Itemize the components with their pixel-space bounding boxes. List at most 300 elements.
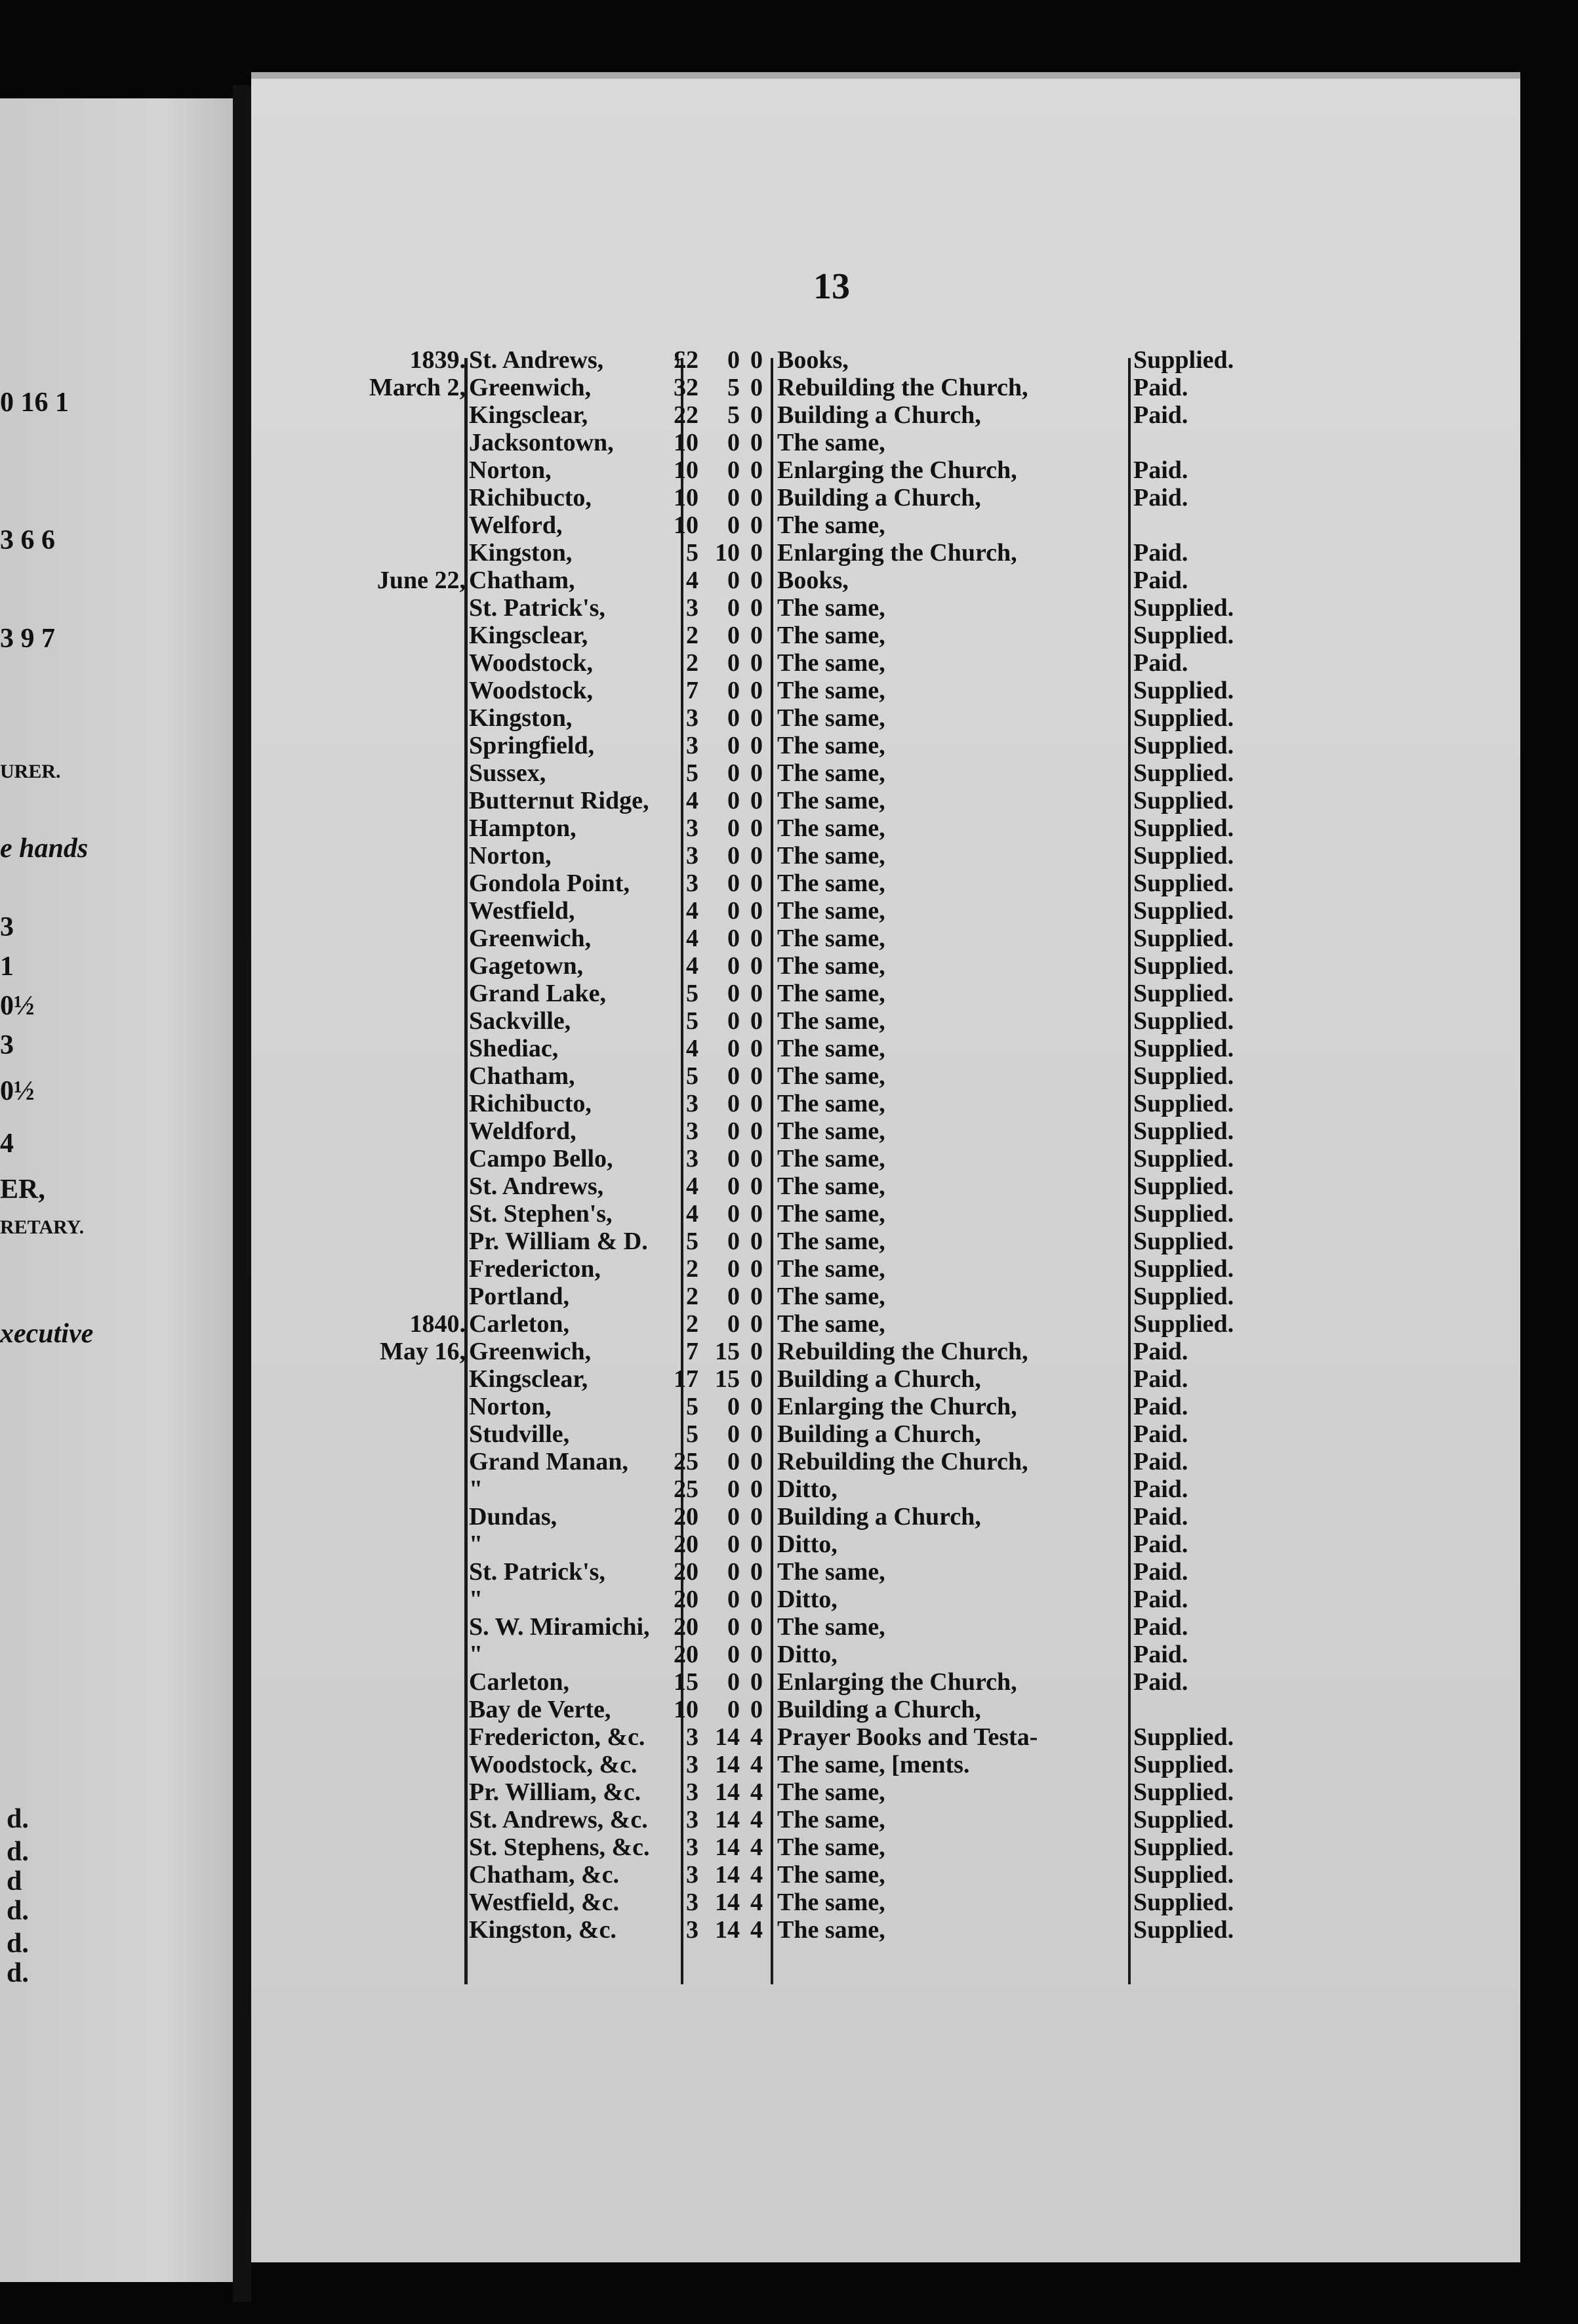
ledger-row bbox=[341, 429, 1292, 456]
ledger-pounds: 3 bbox=[686, 1117, 698, 1145]
ledger-pounds: 3 bbox=[686, 704, 698, 732]
ledger-purpose: The same, bbox=[777, 980, 885, 1007]
ledger-shillings: 15 bbox=[715, 1338, 740, 1365]
ledger-row bbox=[341, 1806, 1292, 1833]
ledger-shillings: 0 bbox=[727, 759, 740, 787]
ledger-shillings: 0 bbox=[727, 1503, 740, 1531]
margin-fragment: 3 9 7 bbox=[0, 624, 55, 654]
ledger-pounds: 10 bbox=[674, 456, 698, 484]
ledger-pounds: 5 bbox=[686, 539, 698, 567]
ledger-row bbox=[341, 980, 1292, 1007]
ledger-pence: 0 bbox=[750, 594, 763, 622]
ledger-purpose: The same, bbox=[777, 1255, 885, 1283]
ledger-status: Supplied. bbox=[1133, 1778, 1234, 1806]
ledger-place: St. Andrews, bbox=[469, 1172, 604, 1200]
ledger-status: Paid. bbox=[1133, 1365, 1188, 1393]
ledger-place: Gondola Point, bbox=[469, 870, 630, 897]
ledger-purpose: The same, bbox=[777, 1117, 885, 1145]
ledger-pounds: 3 bbox=[686, 1861, 698, 1889]
page-number: 13 bbox=[813, 266, 850, 307]
ledger-purpose: The same, bbox=[777, 1062, 885, 1090]
ledger-pounds: 20 bbox=[674, 1531, 698, 1558]
ledger-row bbox=[341, 401, 1292, 429]
ledger-pounds: 17 bbox=[674, 1365, 698, 1393]
ledger-row bbox=[341, 1448, 1292, 1475]
ledger-place: Shediac, bbox=[469, 1035, 559, 1062]
ledger-place: " bbox=[469, 1586, 483, 1613]
ledger-pence: 4 bbox=[750, 1833, 763, 1861]
ledger-status: Paid. bbox=[1133, 649, 1188, 677]
ledger-shillings: 0 bbox=[727, 980, 740, 1007]
ledger-shillings: 0 bbox=[727, 870, 740, 897]
ledger-pence: 0 bbox=[750, 842, 763, 870]
ledger-purpose: The same, [ments. bbox=[777, 1751, 970, 1778]
ledger-pounds: 5 bbox=[686, 1228, 698, 1255]
ledger-pounds: 2 bbox=[686, 1310, 698, 1338]
ledger-status: Supplied. bbox=[1133, 1889, 1234, 1916]
ledger-pence: 0 bbox=[750, 1365, 763, 1393]
ledger-place: Westfield, &c. bbox=[469, 1889, 620, 1916]
ledger-row bbox=[341, 1833, 1292, 1861]
ledger-status: Paid. bbox=[1133, 539, 1188, 567]
ledger-status: Paid. bbox=[1133, 1338, 1188, 1365]
ledger-pounds: 10 bbox=[674, 511, 698, 539]
ledger-status: Supplied. bbox=[1133, 1916, 1234, 1944]
ledger-shillings: 14 bbox=[715, 1723, 740, 1751]
ledger-pence: 0 bbox=[750, 1668, 763, 1696]
ledger-date: 1839. bbox=[409, 346, 466, 374]
ledger-shillings: 0 bbox=[727, 925, 740, 952]
ledger-place: Kingston, &c. bbox=[469, 1916, 617, 1944]
margin-fragment: 0 16 1 bbox=[0, 388, 69, 418]
ledger-purpose: Prayer Books and Testa- bbox=[777, 1723, 1038, 1751]
ledger-purpose: The same, bbox=[777, 1007, 885, 1035]
ledger-purpose: Ditto, bbox=[777, 1475, 838, 1503]
ledger-place: " bbox=[469, 1475, 483, 1503]
ledger-place: Pr. William, &c. bbox=[469, 1778, 641, 1806]
ledger-place: Greenwich, bbox=[469, 925, 592, 952]
ledger-pounds: 2 bbox=[686, 622, 698, 649]
ledger-purpose: The same, bbox=[777, 842, 885, 870]
ledger-pounds: 20 bbox=[674, 1503, 698, 1531]
ledger-pounds: 7 bbox=[686, 677, 698, 704]
ledger-pence: 0 bbox=[750, 401, 763, 429]
ledger-pounds: 32 bbox=[674, 374, 698, 401]
ledger-place: Jacksontown, bbox=[469, 429, 614, 456]
ledger-row bbox=[341, 594, 1292, 622]
ledger-purpose: The same, bbox=[777, 1200, 885, 1228]
ledger-shillings: 14 bbox=[715, 1751, 740, 1778]
ledger-shillings: 0 bbox=[727, 1448, 740, 1475]
ledger-pence: 0 bbox=[750, 1448, 763, 1475]
ledger-place: Woodstock, &c. bbox=[469, 1751, 637, 1778]
ledger-place: Fredericton, bbox=[469, 1255, 601, 1283]
ledger-place: Bay de Verte, bbox=[469, 1696, 611, 1723]
ledger-pounds: 4 bbox=[686, 1200, 698, 1228]
ledger-shillings: 0 bbox=[727, 732, 740, 759]
ledger-row bbox=[341, 1310, 1292, 1338]
ledger-purpose: The same, bbox=[777, 787, 885, 814]
ledger-pence: 0 bbox=[750, 677, 763, 704]
ledger-pence: 0 bbox=[750, 1393, 763, 1420]
ledger-pounds: 3 bbox=[686, 842, 698, 870]
margin-fragment: d. bbox=[7, 1804, 29, 1834]
ledger-pounds: 4 bbox=[686, 952, 698, 980]
margin-fragment: d. bbox=[7, 1929, 29, 1959]
ledger-pence: 0 bbox=[750, 511, 763, 539]
ledger-status: Paid. bbox=[1133, 1641, 1188, 1668]
ledger-status: Paid. bbox=[1133, 567, 1188, 594]
ledger-shillings: 0 bbox=[727, 1613, 740, 1641]
ledger-status: Supplied. bbox=[1133, 622, 1234, 649]
margin-fragment: d. bbox=[7, 1958, 29, 1988]
ledger-purpose: Enlarging the Church, bbox=[777, 1393, 1017, 1420]
margin-fragment: d. bbox=[7, 1837, 29, 1867]
ledger-pounds: 3 bbox=[686, 814, 698, 842]
ledger-place: S. W. Miramichi, bbox=[469, 1613, 650, 1641]
ledger-row bbox=[341, 1393, 1292, 1420]
ledger-pounds: 4 bbox=[686, 1172, 698, 1200]
ledger-place: Westfield, bbox=[469, 897, 575, 925]
ledger-shillings: 0 bbox=[727, 484, 740, 511]
ledger-purpose: Building a Church, bbox=[777, 1420, 981, 1448]
ledger-status: Supplied. bbox=[1133, 1283, 1234, 1310]
ledger-pence: 0 bbox=[750, 429, 763, 456]
ledger-purpose: The same, bbox=[777, 594, 885, 622]
ledger-purpose: Enlarging the Church, bbox=[777, 1668, 1017, 1696]
ledger-row bbox=[341, 1916, 1292, 1944]
ledger-place: Gagetown, bbox=[469, 952, 584, 980]
ledger-pence: 0 bbox=[750, 1613, 763, 1641]
ledger-place: Chatham, &c. bbox=[469, 1861, 620, 1889]
ledger-pence: 0 bbox=[750, 1641, 763, 1668]
ledger-shillings: 0 bbox=[727, 1586, 740, 1613]
ledger-pounds: 3 bbox=[686, 1090, 698, 1117]
ledger-place: Dundas, bbox=[469, 1503, 557, 1531]
ledger-row bbox=[341, 1283, 1292, 1310]
margin-fragment: 3 6 6 bbox=[0, 525, 55, 555]
ledger-row bbox=[341, 1696, 1292, 1723]
ledger-place: St. Stephen's, bbox=[469, 1200, 613, 1228]
ledger-shillings: 0 bbox=[727, 1007, 740, 1035]
ledger-row bbox=[341, 1613, 1292, 1641]
ledger-place: Richibucto, bbox=[469, 1090, 592, 1117]
ledger-place: Chatham, bbox=[469, 567, 575, 594]
margin-fragment: e hands bbox=[0, 833, 89, 864]
ledger-row bbox=[341, 1475, 1292, 1503]
ledger-pounds: 3 bbox=[686, 1806, 698, 1833]
ledger-status: Supplied. bbox=[1133, 1062, 1234, 1090]
ledger-row bbox=[341, 567, 1292, 594]
margin-fragment: 3 bbox=[0, 1030, 14, 1060]
ledger-shillings: 0 bbox=[727, 677, 740, 704]
ledger-pounds: 5 bbox=[686, 1062, 698, 1090]
ledger-place: Butternut Ridge, bbox=[469, 787, 649, 814]
ledger-row bbox=[341, 1503, 1292, 1531]
ledger-pounds: 5 bbox=[686, 980, 698, 1007]
ledger-status: Supplied. bbox=[1133, 1117, 1234, 1145]
margin-fragment: URER. bbox=[0, 761, 61, 782]
ledger-place: St. Patrick's, bbox=[469, 594, 605, 622]
ledger-row bbox=[341, 1145, 1292, 1172]
ledger-pounds: 4 bbox=[686, 1035, 698, 1062]
ledger-place: " bbox=[469, 1531, 483, 1558]
ledger-status: Supplied. bbox=[1133, 1200, 1234, 1228]
ledger-status: Supplied. bbox=[1133, 1806, 1234, 1833]
ledger-row bbox=[341, 1641, 1292, 1668]
ledger-pounds: 3 bbox=[686, 594, 698, 622]
ledger-pence: 0 bbox=[750, 1035, 763, 1062]
ledger-pounds: 5 bbox=[686, 759, 698, 787]
ledger-row bbox=[341, 842, 1292, 870]
ledger-pounds: 20 bbox=[674, 1586, 698, 1613]
ledger-purpose: The same, bbox=[777, 1806, 885, 1833]
ledger-purpose: Books, bbox=[777, 346, 849, 374]
ledger-shillings: 0 bbox=[727, 1668, 740, 1696]
ledger-shillings: 0 bbox=[727, 567, 740, 594]
ledger-place: Fredericton, &c. bbox=[469, 1723, 645, 1751]
ledger-date: 1840. bbox=[409, 1310, 466, 1338]
ledger-pence: 0 bbox=[750, 1172, 763, 1200]
ledger-pence: 0 bbox=[750, 567, 763, 594]
grants-ledger bbox=[341, 346, 1292, 1944]
ledger-pounds: 3 bbox=[686, 1889, 698, 1916]
ledger-shillings: 14 bbox=[715, 1889, 740, 1916]
ledger-status: Supplied. bbox=[1133, 1228, 1234, 1255]
ledger-purpose: The same, bbox=[777, 897, 885, 925]
ledger-row bbox=[341, 1751, 1292, 1778]
ledger-pence: 0 bbox=[750, 1531, 763, 1558]
ledger-shillings: 14 bbox=[715, 1806, 740, 1833]
ledger-purpose: Building a Church, bbox=[777, 1503, 981, 1531]
ledger-purpose: Ditto, bbox=[777, 1531, 838, 1558]
ledger-shillings: 0 bbox=[727, 1117, 740, 1145]
ledger-place: Studville, bbox=[469, 1420, 570, 1448]
ledger-pence: 0 bbox=[750, 1007, 763, 1035]
ledger-row bbox=[341, 1117, 1292, 1145]
ledger-purpose: Ditto, bbox=[777, 1586, 838, 1613]
ledger-status: Supplied. bbox=[1133, 1861, 1234, 1889]
ledger-pence: 0 bbox=[750, 374, 763, 401]
ledger-pounds: 10 bbox=[674, 429, 698, 456]
ledger-shillings: 0 bbox=[727, 1172, 740, 1200]
ledger-pence: 0 bbox=[750, 759, 763, 787]
margin-fragment: 4 bbox=[0, 1129, 14, 1159]
ledger-pounds: 3 bbox=[686, 870, 698, 897]
ledger-pence: 0 bbox=[750, 1090, 763, 1117]
ledger-place: Kingsclear, bbox=[469, 401, 588, 429]
ledger-row bbox=[341, 1889, 1292, 1916]
ledger-place: " bbox=[469, 1641, 483, 1668]
ledger-purpose: The same, bbox=[777, 1228, 885, 1255]
ledger-purpose: Building a Church, bbox=[777, 1696, 981, 1723]
ledger-purpose: The same, bbox=[777, 511, 885, 539]
ledger-row bbox=[341, 1420, 1292, 1448]
ledger-date: May 16, bbox=[380, 1338, 466, 1365]
ledger-pence: 0 bbox=[750, 456, 763, 484]
ledger-purpose: Rebuilding the Church, bbox=[777, 1448, 1028, 1475]
ledger-row bbox=[341, 787, 1292, 814]
ledger-status: Supplied. bbox=[1133, 925, 1234, 952]
ledger-status: Paid. bbox=[1133, 1448, 1188, 1475]
ledger-shillings: 0 bbox=[727, 1310, 740, 1338]
ledger-status: Paid. bbox=[1133, 1613, 1188, 1641]
ledger-pence: 0 bbox=[750, 704, 763, 732]
ledger-pence: 0 bbox=[750, 1062, 763, 1090]
ledger-place: Woodstock, bbox=[469, 677, 593, 704]
ledger-status: Supplied. bbox=[1133, 1833, 1234, 1861]
ledger-row bbox=[341, 1723, 1292, 1751]
ledger-status: Paid. bbox=[1133, 374, 1188, 401]
ledger-place: Sussex, bbox=[469, 759, 546, 787]
ledger-pounds: 25 bbox=[674, 1448, 698, 1475]
ledger-shillings: 0 bbox=[727, 1475, 740, 1503]
ledger-pence: 0 bbox=[750, 649, 763, 677]
ledger-shillings: 0 bbox=[727, 1393, 740, 1420]
ledger-shillings: 0 bbox=[727, 1531, 740, 1558]
ledger-row bbox=[341, 511, 1292, 539]
ledger-purpose: The same, bbox=[777, 1778, 885, 1806]
ledger-row bbox=[341, 649, 1292, 677]
ledger-purpose: The same, bbox=[777, 1861, 885, 1889]
ledger-row bbox=[341, 814, 1292, 842]
ledger-pence: 0 bbox=[750, 814, 763, 842]
ledger-purpose: The same, bbox=[777, 677, 885, 704]
ledger-pence: 0 bbox=[750, 1283, 763, 1310]
ledger-row bbox=[341, 1861, 1292, 1889]
ledger-shillings: 5 bbox=[727, 401, 740, 429]
ledger-place: St. Andrews, bbox=[469, 346, 604, 374]
ledger-purpose: Enlarging the Church, bbox=[777, 456, 1017, 484]
ledger-place: Grand Lake, bbox=[469, 980, 607, 1007]
ledger-purpose: The same, bbox=[777, 622, 885, 649]
ledger-pounds: 10 bbox=[674, 484, 698, 511]
ledger-row bbox=[341, 1668, 1292, 1696]
ledger-pence: 0 bbox=[750, 870, 763, 897]
ledger-pounds: 2 bbox=[686, 1283, 698, 1310]
ledger-place: Kingston, bbox=[469, 539, 573, 567]
ledger-shillings: 0 bbox=[727, 622, 740, 649]
ledger-status: Supplied. bbox=[1133, 1090, 1234, 1117]
ledger-place: Norton, bbox=[469, 456, 552, 484]
ledger-row bbox=[341, 1228, 1292, 1255]
ledger-row bbox=[341, 1586, 1292, 1613]
ledger-shillings: 0 bbox=[727, 1420, 740, 1448]
ledger-status: Supplied. bbox=[1133, 594, 1234, 622]
ledger-pounds: 4 bbox=[686, 925, 698, 952]
ledger-pence: 0 bbox=[750, 1503, 763, 1531]
ledger-shillings: 0 bbox=[727, 1035, 740, 1062]
ledger-shillings: 14 bbox=[715, 1833, 740, 1861]
ledger-shillings: 0 bbox=[727, 1558, 740, 1586]
ledger-pence: 0 bbox=[750, 1117, 763, 1145]
ledger-purpose: The same, bbox=[777, 1310, 885, 1338]
ledger-place: Weldford, bbox=[469, 1117, 577, 1145]
ledger-status: Paid. bbox=[1133, 1420, 1188, 1448]
ledger-purpose: The same, bbox=[777, 649, 885, 677]
ledger-pence: 4 bbox=[750, 1778, 763, 1806]
ledger-place: Kingsclear, bbox=[469, 622, 588, 649]
ledger-pence: 4 bbox=[750, 1806, 763, 1833]
ledger-place: Portland, bbox=[469, 1283, 570, 1310]
ledger-place: Norton, bbox=[469, 842, 552, 870]
ledger-status: Supplied. bbox=[1133, 980, 1234, 1007]
ledger-purpose: Rebuilding the Church, bbox=[777, 1338, 1028, 1365]
ledger-purpose: The same, bbox=[777, 1035, 885, 1062]
ledger-place: Greenwich, bbox=[469, 374, 592, 401]
ledger-shillings: 0 bbox=[727, 1228, 740, 1255]
margin-fragment: 0½ bbox=[0, 991, 35, 1021]
ledger-status: Supplied. bbox=[1133, 346, 1234, 374]
ledger-pounds: 20 bbox=[674, 1558, 698, 1586]
ledger-pounds: 15 bbox=[674, 1668, 698, 1696]
ledger-pounds: 20 bbox=[674, 1641, 698, 1668]
ledger-row bbox=[341, 897, 1292, 925]
ledger-place: Sackville, bbox=[469, 1007, 571, 1035]
ledger-purpose: Building a Church, bbox=[777, 1365, 981, 1393]
margin-fragment: 0½ bbox=[0, 1076, 35, 1106]
ledger-purpose: Enlarging the Church, bbox=[777, 539, 1017, 567]
ledger-row bbox=[341, 1338, 1292, 1365]
ledger-pounds: 3 bbox=[686, 1833, 698, 1861]
ledger-row bbox=[341, 484, 1292, 511]
ledger-status: Supplied. bbox=[1133, 1255, 1234, 1283]
ledger-row bbox=[341, 870, 1292, 897]
ledger-pence: 0 bbox=[750, 484, 763, 511]
margin-fragment: ER, bbox=[0, 1174, 45, 1205]
ledger-pounds: 3 bbox=[686, 1751, 698, 1778]
margin-fragment: 1 bbox=[0, 952, 14, 982]
ledger-row bbox=[341, 759, 1292, 787]
ledger-shillings: 0 bbox=[727, 511, 740, 539]
ledger-pounds: 5 bbox=[686, 1007, 698, 1035]
ledger-pounds: 22 bbox=[674, 401, 698, 429]
ledger-status: Supplied. bbox=[1133, 842, 1234, 870]
ledger-purpose: The same, bbox=[777, 1283, 885, 1310]
ledger-status: Supplied. bbox=[1133, 677, 1234, 704]
ledger-pence: 0 bbox=[750, 1200, 763, 1228]
ledger-pounds: 3 bbox=[686, 1778, 698, 1806]
ledger-status: Supplied. bbox=[1133, 1751, 1234, 1778]
ledger-pounds: 4 bbox=[686, 787, 698, 814]
ledger-status: Supplied. bbox=[1133, 1145, 1234, 1172]
ledger-purpose: Ditto, bbox=[777, 1641, 838, 1668]
ledger-status: Supplied. bbox=[1133, 1007, 1234, 1035]
ledger-purpose: The same, bbox=[777, 1090, 885, 1117]
ledger-purpose: The same, bbox=[777, 1613, 885, 1641]
ledger-place: Grand Manan, bbox=[469, 1448, 628, 1475]
ledger-place: St. Patrick's, bbox=[469, 1558, 605, 1586]
ledger-status: Paid. bbox=[1133, 1503, 1188, 1531]
ledger-row bbox=[341, 704, 1292, 732]
ledger-purpose: The same, bbox=[777, 704, 885, 732]
ledger-pence: 0 bbox=[750, 1420, 763, 1448]
ledger-shillings: 0 bbox=[727, 1062, 740, 1090]
ledger-date: June 22, bbox=[376, 567, 466, 594]
ledger-status: Supplied. bbox=[1133, 897, 1234, 925]
ledger-status: Supplied. bbox=[1133, 1035, 1234, 1062]
ledger-status: Supplied. bbox=[1133, 704, 1234, 732]
ledger-purpose: The same, bbox=[777, 925, 885, 952]
margin-fragment: RETARY. bbox=[0, 1216, 85, 1238]
ledger-row bbox=[341, 1035, 1292, 1062]
ledger-place: Carleton, bbox=[469, 1310, 570, 1338]
ledger-purpose: The same, bbox=[777, 1889, 885, 1916]
ledger-pounds: 3 bbox=[686, 1723, 698, 1751]
ledger-pence: 0 bbox=[750, 1696, 763, 1723]
ledger-row bbox=[341, 1172, 1292, 1200]
ledger-place: Campo Bello, bbox=[469, 1145, 613, 1172]
